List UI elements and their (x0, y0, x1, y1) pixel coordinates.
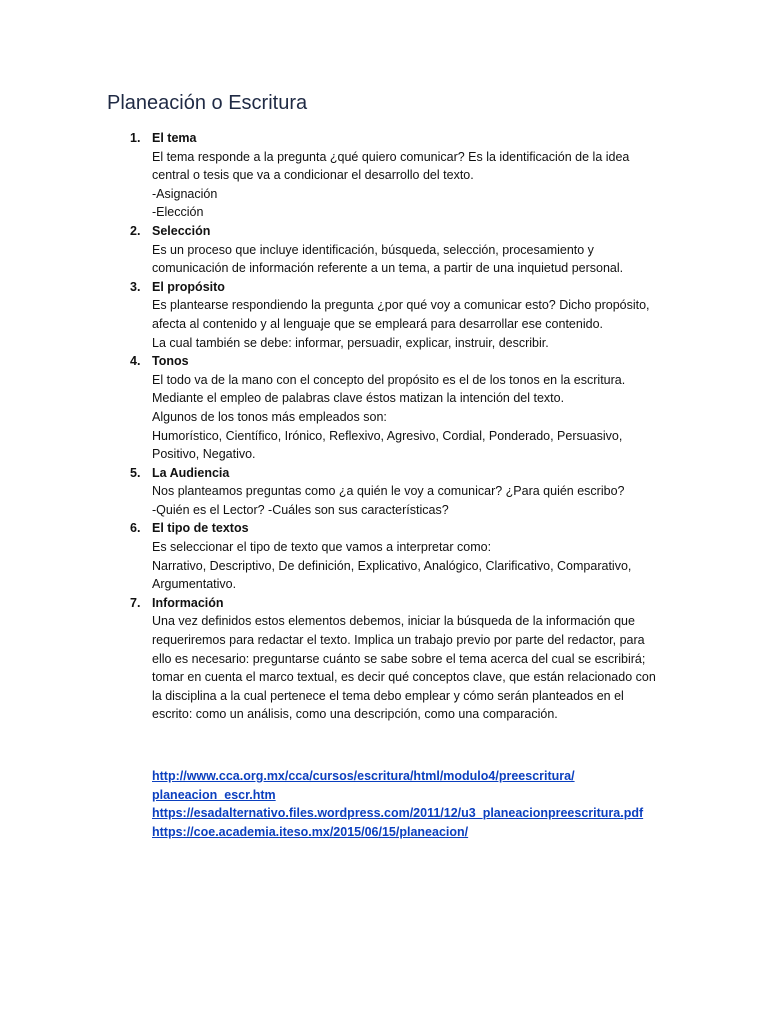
list-item-number: 7. (130, 595, 141, 610)
list-item-text-line: Positivo, Negativo. (152, 447, 256, 462)
list-item-text-line: Argumentativo. (152, 577, 237, 592)
numbered-list (111, 129, 671, 724)
list-item-text-line: Mediante el empleo de palabras clave éstos matizan la intención del texto. (152, 391, 565, 406)
list-item (111, 594, 671, 724)
list-item-text-line: tomar en cuenta el marco textual, es decir qué conceptos clave, que están relacionado con (152, 670, 656, 685)
list-item-heading: Selección (152, 223, 211, 238)
list-item-text-line: Es plantearse respondiendo la pregunta ¿por qué voy a comunicar esto? Dicho propósito, (152, 298, 650, 313)
list-item (111, 222, 671, 278)
list-item-number: 5. (130, 465, 141, 480)
list-item (111, 278, 671, 352)
list-item-heading: Información (152, 595, 224, 610)
list-item-text-line: Es seleccionar el tipo de texto que vamos a interpretar como: (152, 540, 492, 555)
list-item-number: 3. (130, 279, 141, 294)
list-item (111, 464, 671, 520)
reference-links (152, 767, 643, 841)
list-item-text-line: afecta al contenido y al lenguaje que se empleará para desarrollar ese contenido. (152, 316, 603, 331)
list-item-heading: El propósito (152, 279, 225, 294)
list-item-text-line: La cual también se debe: informar, persuadir, explicar, instruir, describir. (152, 335, 549, 350)
list-item-text-line: -Asignación (152, 186, 218, 201)
list-item-text-line: -Quién es el Lector? -Cuáles son sus características? (152, 502, 449, 517)
document-title: Planeación o Escritura (107, 92, 308, 114)
list-item-heading: El tipo de textos (152, 521, 249, 536)
list-item-text-line: ello es necesario: preguntarse cuánto se sabe sobre el tema acerca del cual se escribirá; (152, 651, 646, 666)
list-item-text-line: central o tesis que va a condicionar el desarrollo del texto. (152, 168, 474, 183)
list-item-number: 4. (130, 354, 141, 369)
list-item-text-line: Nos planteamos preguntas como ¿a quién le voy a comunicar? ¿Para quién escribo? (152, 484, 625, 499)
list-item-text-line: Algunos de los tonos más empleados son: (152, 409, 387, 424)
list-item-text-line: la disciplina a la cual pertenece el tema debo emplear y cómo serán planteados en el (152, 688, 624, 703)
list-item (111, 129, 671, 222)
list-item-number: 2. (130, 223, 141, 238)
list-item-text-line: escrito: como un análisis, como una descripción, como una comparación. (152, 707, 558, 722)
reference-link[interactable]: https://esadalternativo.files.wordpress.com/2011/12/u3_planeacionpreescritura.pdf (152, 806, 644, 821)
list-item-text-line: comunicación de información referente a un tema, a partir de una inquietud personal. (152, 261, 624, 276)
list-item-text-line: -Elección (152, 205, 204, 220)
list-item-number: 6. (130, 521, 141, 536)
list-item-number: 1. (130, 131, 141, 145)
list-item (111, 352, 671, 464)
list-item-heading: Tonos (152, 354, 189, 369)
reference-link[interactable]: planeacion_escr.htm (152, 787, 276, 802)
list-item-text-line: Es un proceso que incluye identificación, búsqueda, selección, procesamiento y (152, 242, 594, 257)
reference-link[interactable]: https://coe.academia.iteso.mx/2015/06/15/planeacion/ (152, 824, 469, 839)
list-item (111, 519, 671, 593)
list-item-text-line: requeriremos para redactar el texto. Implica un trabajo previo por parte del redactor, para (152, 633, 645, 648)
list-item-text-line: El tema responde a la pregunta ¿qué quiero comunicar? Es la identificación de la idea (152, 149, 630, 164)
list-item-text-line: Humorístico, Científico, Irónico, Reflexivo, Agresivo, Cordial, Ponderado, Persuasivo, (152, 428, 623, 443)
list-item-heading: La Audiencia (152, 465, 230, 480)
list-item-text-line: Una vez definidos estos elementos debemos, iniciar la búsqueda de la información que (152, 614, 635, 629)
list-item-heading: El tema (152, 131, 197, 145)
list-item-text-line: El todo va de la mano con el concepto del propósito es el de los tonos en la escritura. (152, 372, 626, 387)
list-item-text-line: Narrativo, Descriptivo, De definición, Explicativo, Analógico, Clarificativo, Comparativo, (152, 558, 632, 573)
reference-link[interactable]: http://www.cca.org.mx/cca/cursos/escritura/html/modulo4/preescritura/ (152, 769, 575, 783)
